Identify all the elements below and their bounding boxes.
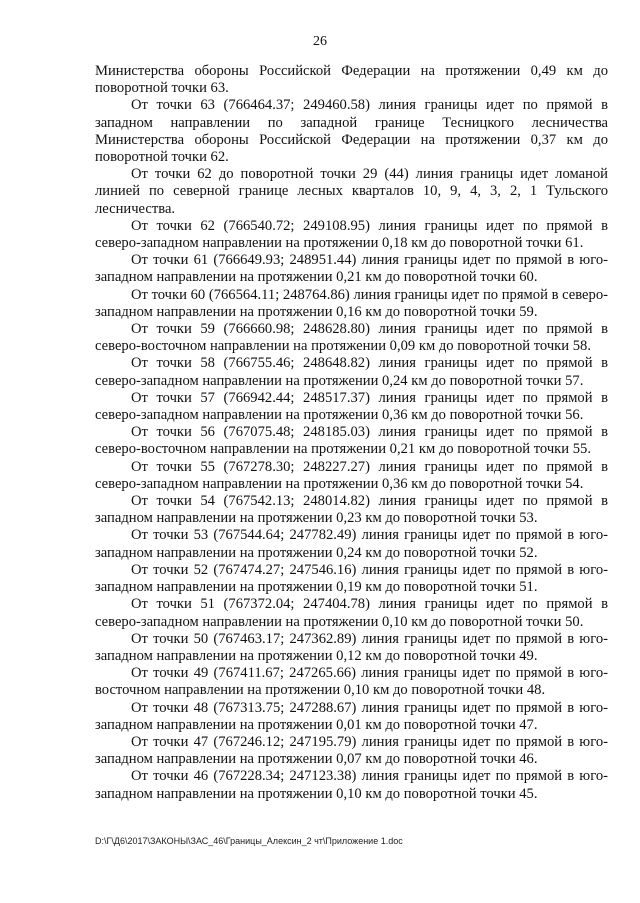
paragraph-point-50: От точки 50 (767463.17; 247362.89) линия границы идет по прямой в юго-западном направлении на протяжении 0,12 км до поворотной точки 49. — [95, 630, 608, 664]
paragraph-point-61: От точки 61 (766649.93; 248951.44) линия границы идет по прямой в юго-западном направлении на протяжении 0,21 км до поворотной точки 60. — [95, 252, 608, 286]
paragraph-point-52: От точки 52 (767474.27; 247546.16) линия границы идет по прямой в юго-западном направлении на протяжении 0,19 км до поворотной точки 51. — [95, 561, 608, 596]
paragraph-point-63: От точки 63 (766464.37; 249460.58) линия границы идет по прямой в западном направлении по западной границе Тесницкого лесничества Министерства обороны Российской Федерации на протяжении 0,37 км до поворотной точки 62. — [95, 97, 608, 166]
paragraph-point-46: От точки 46 (767228.34; 247123.38) линия границы идет по прямой в юго-западном направлении на протяжении 0,10 км до поворотной точки 45. — [95, 768, 608, 802]
paragraph-point-51: От точки 51 (767372.04; 247404.78) линия границы идет по прямой в северо-западном направлении на протяжении 0,10 км до поворотной точки 50. — [95, 596, 608, 630]
paragraph-point-49: От точки 49 (767411.67; 247265.66) линия границы идет по прямой в юго-восточном направлении на протяжении 0,10 км до поворотной точки 48. — [95, 665, 608, 699]
paragraph-point-58: От точки 58 (766755.46; 248648.82) линия границы идет по прямой в северо-западном направлении на протяжении 0,24 км до поворотной точки 57. — [95, 355, 608, 389]
footer-file-path: D:\Г\Д6\2017\ЗАКОНЫ\ЗАС_46\Границы_Алексин_2 чт\Приложение 1.doc — [95, 836, 403, 846]
paragraph-point-54: От точки 54 (767542.13; 248014.82) линия границы идет по прямой в западном направлении на протяжении 0,23 км до поворотной точки 53. — [95, 493, 608, 527]
paragraph-point-62-overview: От точки 62 до поворотной точки 29 (44) линия границы идет ломаной линией по северной границе лесных кварталов 10, 9, 4, 3, 2, 1 Тульского лесничества. — [95, 166, 608, 217]
paragraph-point-62: От точки 62 (766540.72; 249108.95) линия границы идет по прямой в северо-западном направлении на протяжении 0,18 км до поворотной точки 61. — [95, 217, 608, 252]
page-number: 26 — [313, 34, 327, 49]
paragraph-point-55: От точки 55 (767278.30; 248227.27) линия границы идет по прямой в северо-западном направлении на протяжении 0,36 км до поворотной точки 54. — [95, 458, 608, 492]
paragraph-point-59: От точки 59 (766660.98; 248628.80) линия границы идет по прямой в северо-восточном направлении на протяжении 0,09 км до поворотной точки 58. — [95, 321, 608, 355]
paragraph-point-57: От точки 57 (766942.44; 248517.37) линия границы идет по прямой в северо-западном направлении на протяжении 0,36 км до поворотной точки 56. — [95, 389, 608, 424]
paragraph-continuation: Министерства обороны Российской Федерации на протяжении 0,49 км до поворотной точки 63. — [95, 63, 608, 97]
document-body — [95, 63, 608, 803]
paragraph-point-48: От точки 48 (767313.75; 247288.67) линия границы идет по прямой в юго-западном направлении на протяжении 0,01 км до поворотной точки 47. — [95, 699, 608, 733]
paragraph-point-47: От точки 47 (767246.12; 247195.79) линия границы идет по прямой в юго-западном направлении на протяжении 0,07 км до поворотной точки 46. — [95, 733, 608, 768]
paragraph-point-60: От точки 60 (766564.11; 248764.86) линия границы идет по прямой в северо-западном направлении на протяжении 0,16 км до поворотной точки 59. — [95, 286, 608, 320]
paragraph-point-53: От точки 53 (767544.64; 247782.49) линия границы идет по прямой в юго-западном направлении на протяжении 0,24 км до поворотной точки 52. — [95, 527, 608, 561]
paragraph-point-56: От точки 56 (767075.48; 248185.03) линия границы идет по прямой в северо-восточном направлении на протяжении 0,21 км до поворотной точки 55. — [95, 424, 608, 458]
